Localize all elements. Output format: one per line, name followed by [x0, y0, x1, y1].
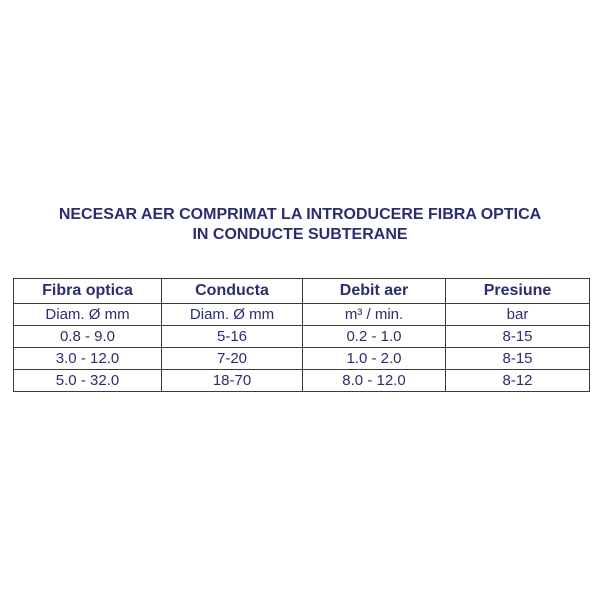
table-cell: 3.0 - 12.0: [14, 348, 162, 370]
units-row: [14, 304, 590, 326]
header-conducta: Conducta: [162, 279, 303, 304]
unit-cell: bar: [446, 304, 590, 326]
table-cell: 18-70: [162, 370, 303, 392]
table-row: [14, 370, 590, 392]
header-debit-aer: Debit aer: [303, 279, 446, 304]
table-cell: 7-20: [162, 348, 303, 370]
unit-cell: Diam. Ø mm: [162, 304, 303, 326]
table-row: [14, 348, 590, 370]
header-row: [14, 279, 590, 304]
unit-cell: Diam. Ø mm: [14, 304, 162, 326]
title-line-1: NECESAR AER COMPRIMAT LA INTRODUCERE FIBRA OPTICA: [58, 206, 542, 223]
table-cell: 8-15: [446, 326, 590, 348]
table-cell: 1.0 - 2.0: [303, 348, 446, 370]
table-cell: 8-12: [446, 370, 590, 392]
unit-cell: m³ / min.: [303, 304, 446, 326]
header-fibra-optica: Fibra optica: [14, 279, 162, 304]
title-line-2: IN CONDUCTE SUBTERANE: [192, 226, 408, 243]
table-cell: 0.2 - 1.0: [303, 326, 446, 348]
table-cell: 0.8 - 9.0: [14, 326, 162, 348]
table-cell: 8.0 - 12.0: [303, 370, 446, 392]
table-row: [14, 326, 590, 348]
table-cell: 8-15: [446, 348, 590, 370]
table-cell: 5-16: [162, 326, 303, 348]
table-cell: 5.0 - 32.0: [14, 370, 162, 392]
spec-table: [13, 278, 590, 392]
header-presiune: Presiune: [446, 279, 590, 304]
page-title: [0, 205, 600, 245]
